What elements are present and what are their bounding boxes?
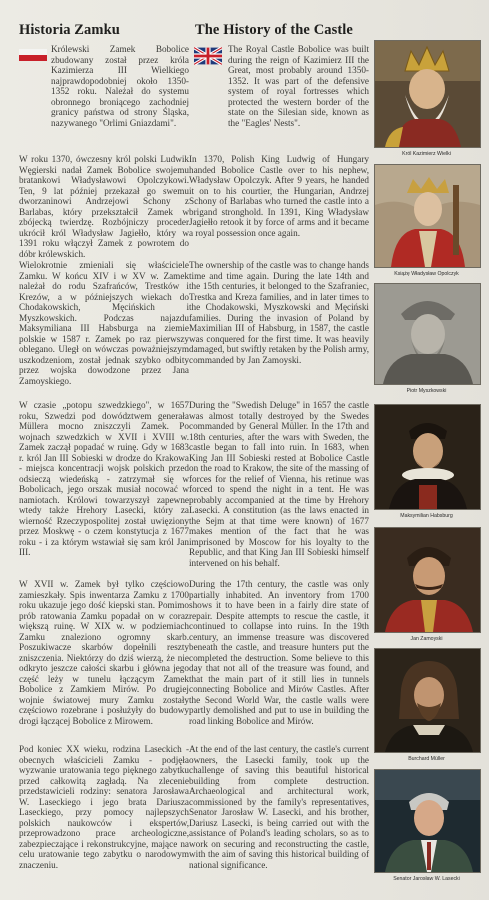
- uk-flag-icon: [194, 47, 222, 65]
- general-portrait-icon: [375, 649, 480, 752]
- portrait-caption: Książę Władysław Opolczyk: [394, 271, 459, 277]
- portrait-caption: Burchard Müller: [408, 756, 445, 762]
- portrait-kazimierz: [374, 40, 483, 157]
- portrait-caption: Król Kazimierz Wielki: [402, 151, 451, 157]
- polish-flag-icon: [19, 49, 47, 61]
- bishop-portrait-icon: [375, 284, 480, 384]
- english-column: [189, 22, 369, 870]
- senator-photo-icon: [375, 770, 480, 872]
- portrait-caption: Maksymilian Habsburg: [400, 513, 453, 519]
- polish-paragraph: Pod koniec XX wieku, rodzina Laseckich - obecnych właścicieli Zamku - podjęła wyzwanie uratowania tego pięknego zabytku przed całkowitą zagładą. Na zlecenie przedstawicieli rodziny: senatora Jarosława W. Laseckiego i jego brata Dariusza Laseckiego, przy pomocy najlepszych polskich naukowców i ekspertów, przeprowadzono prace archeologiczne, zabezpieczające i rekonstrukcyjne, mające na celu uratowanie tego zabytku o narodowym znaczeniu.: [19, 744, 189, 870]
- english-paragraph: The ownership of the castle was to change hands time and time again. During the late 14th and the 15th centuries, it belonged to the Szafraniec, Trestka and Kreza families, and in later times to the Chodakowski, Myszkowski and Męciński families. During the invasion of Poland by Maximilian III of Habsburg, in 1587, the castle was conquered for the first time. It was heavily damaged, but swiftly retaken by the Polish army, commanded by Jan Zamoyski.: [189, 260, 369, 365]
- portrait-myszkowski: [374, 283, 483, 394]
- polish-paragraph: Wielokrotnie zmieniali się właściciele Zamku. W końcu XIV i w XV w. Zamek należał do rodu Szafrańców, Trestków i Krezów, a w późniejszych wiekach do Chodakowskich, Męcińskich i Myszkowskich. Podczas najazdu Maksymiliana III Habsburga na ziemie polskie w 1587 r. Zamek po raz pierwszy oblegano. Uległ on wówczas poważniejszym uszkodzeniom, został jednak szybko odbity przez wojska dowodzone przez Jana Zamoyskiego.: [19, 260, 189, 386]
- duke-portrait-icon: [375, 165, 480, 267]
- polish-paragraph: W roku 1370, ówczesny król polski Ludwik Węgierski nadał Zamek Bobolice swojemu bratankowi Władysławowi Opolczykowi. Ten, 9 lat później przekazał go swemu dworzaninowi Andrzejowi Schony z Barlabas, który przekształcił Zamek w zbójecką twierdzę. Rozbójniczy proceder ukrócił król Władysław Jagiełło, który w 1391 roku włączył Zamek z powrotem do dóbr królewskich.: [19, 154, 189, 259]
- english-title: The History of the Castle: [195, 22, 353, 38]
- king-portrait-icon: [375, 41, 480, 147]
- english-paragraph: During the "Swedish Deluge" in 1657 the castle was almost totally destroyed by the Swedes commanded by General Müller. In the 17th and 18th centuries, after the wars with Sweden, the castle began to fall into ruin. In 1683, when King Jan III Sobieski rested at Bobolice Castle on the road to Krakow, the site of the massing of forces for the relief of Vienna, his retinue was forced to spend the night in a tent. He was probably accompanied at the time by Hrehory Lasecki. A constitution (as the laws enacted in the Sejm at that time were known) of 1677 makes mention of the fact that he was imprisoned by Moscow for his loyalty to the Republic, and that King Jan III Sobieski himself intervened on his behalf.: [189, 400, 369, 568]
- portrait-lasecki: [374, 769, 483, 882]
- portrait-caption: Piotr Myszkowski: [406, 388, 447, 394]
- english-paragraph: During the 17th century, the castle was only partially inhabited. An inventory from 1700 shows it to have been in a fairly dire state of repair. Despite attempts to rescue the castle, it continued to collapse into ruins. In the 19th century, an immense treasure was discovered beneath the castle, and treasure hunters put the completed the destruction. Some believe to this day that not all of the treasure was found, and that the main part of it still lies in tunnels connecting Bobolice and Mirów Castles. After the Second World War, the castle walls were partly demolished and put to use in building the road linking Bobolice and Mirów.: [189, 579, 369, 726]
- portrait-habsburg: [374, 404, 483, 519]
- english-paragraph: At the end of the last century, the castle's current owners, the Lasecki family, took up the challenge of saving this beautiful historical building from complete destruction. Archaeological and architectural work, commissioned by the family's representatives, Senator Jarosław W. Lasecki, and his brother, Dariusz Lasecki, is being carried out with the assistance of Poland's leading scholars, so as to work on securing and reconstructing the castle, with the aim of saving this historical building of national significance.: [189, 744, 369, 870]
- portrait-zamoyski: [374, 527, 483, 642]
- polish-paragraph: W czasie „potopu szwedzkiego", w 1657 roku, Szwedzi pod dowództwem generała Müllera mocno zniszczyli Zamek. Po wojnach szwedzkich w XVII i XVIII w. Zamek zaczął popadać w ruinę. Gdy w 1683 r. król Jan III Sobieski w drodze do Krakowa - miejsca koncentracji wojsk polskich przed odsieczą wiedeńską - zatrzymał się w Bobolicach, jego orszak musiał nocować w namiotach. Królowi towarzyszył zapewne wtedy także Hrehory Lasecki, który za wierność Rzeczypospolitej został uwięziony przez Moskwę - o czem konstytucja z 1677 roku - i za którym wstawiał się sam król Jan III.: [19, 400, 189, 557]
- portrait-caption: Jan Zamoyski: [410, 636, 443, 642]
- portrait-opolczyk: [374, 164, 483, 277]
- portrait-muller: [374, 648, 483, 762]
- polish-paragraph: W XVII w. Zamek był tylko częściowo zamieszkały. Spis inwentarza Zamku z 1700 roku ukazuje jego dość kiepski stan. Pomimo prób ratowania Zamku popadał on w coraz większą ruinę. W XIX w. w podziemiach Zamku znaleziono ogromny skarb. Poszukiwacze skarbów dopełnili reszty zniszczenia. Niektórzy do dziś wierzą, że nie odkryto jeszcze całości skarbu i główna jego część leży w tunelu łączącym Zamek Bobolice z Zamkiem Mirów. Po drugiej wojnie światowej mury Zamku zostały częściowo rozebrane i posłużyły do budowy drogi łączącej Bobolice z Mirowem.: [19, 579, 189, 726]
- english-paragraph: In 1370, Polish King Ludwig of Hungary handed Bobolice Castle over to his nephew, Władysław Opolczyk. After 9 years, he handed it on to his courtier, the Hungarian, Andrzej Schony of Barlabas who turned the castle into a brigand stronghold. In 1391, King Władysław Jagiełło retook it by force of arms and it became a royal possession once again.: [189, 154, 369, 238]
- polish-column: [19, 22, 189, 870]
- portrait-caption: Senator Jarosław W. Lasecki: [393, 876, 460, 882]
- polish-title: Historia Zamku: [19, 22, 120, 38]
- hetman-portrait-icon: [375, 528, 480, 632]
- english-paragraph: The Royal Castle Bobolice was built during the reign of Kazimierz III the Great, most probably around 1350-1352. It was part of the defensive system of royal fortresses which protected the western border of the state on the Silesian side, known as the "Eagles' Nests".: [228, 44, 369, 128]
- habsburg-portrait-icon: [375, 405, 480, 509]
- polish-paragraph: Królewski Zamek Bobolice zbudowany został przez króla Kazimierza III Wielkiego najprawdopodobniej około 1350-1352 roku. Należał do systemu obronnego broniącego zachodniej granicy państwa od strony Śląska, nazywanego "Orlimi Gniazdami".: [51, 44, 189, 128]
